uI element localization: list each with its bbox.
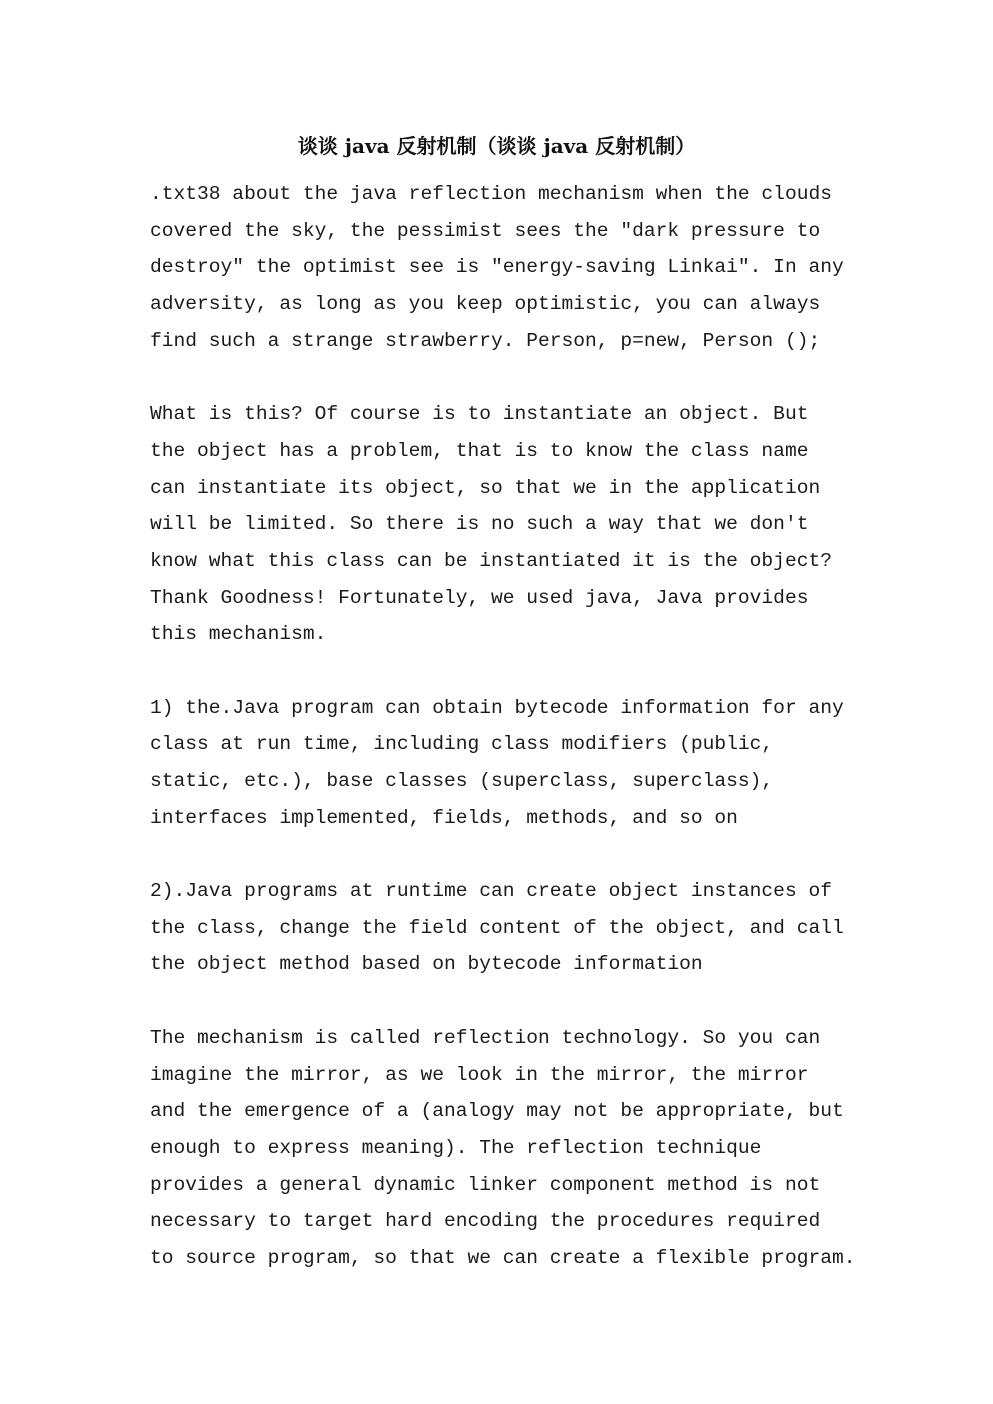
text-line: 1) the.Java program can obtain bytecode information for any bbox=[150, 696, 844, 719]
paragraph-1 bbox=[150, 176, 862, 359]
text-line: provides a general dynamic linker component method is not bbox=[150, 1173, 821, 1196]
text-line: find such a strange strawberry. Person, p=new, Person (); bbox=[150, 329, 821, 352]
paragraph-gap bbox=[150, 836, 862, 873]
text-line: enough to express meaning). The reflection technique bbox=[150, 1136, 762, 1159]
document-body bbox=[150, 176, 862, 1277]
text-line: this mechanism. bbox=[150, 623, 327, 646]
text-line: The mechanism is called reflection technology. So you can bbox=[150, 1026, 821, 1049]
paragraph-3 bbox=[150, 690, 862, 837]
text-line: Thank Goodness! Fortunately, we used java, Java provides bbox=[150, 586, 809, 609]
text-line: will be limited. So there is no such a way that we don't bbox=[150, 513, 809, 536]
text-line: necessary to target hard encoding the procedures required bbox=[150, 1210, 821, 1233]
text-line: the object has a problem, that is to know the class name bbox=[150, 439, 809, 462]
paragraph-gap bbox=[150, 653, 862, 690]
text-line: adversity, as long as you keep optimistic, you can always bbox=[150, 293, 821, 316]
paragraph-gap bbox=[150, 983, 862, 1020]
text-line: 2).Java programs at runtime can create object instances of bbox=[150, 880, 832, 903]
document-title: 谈谈 java 反射机制（谈谈 java 反射机制） bbox=[297, 134, 696, 158]
text-line: imagine the mirror, as we look in the mirror, the mirror bbox=[150, 1063, 809, 1086]
text-line: class at run time, including class modifiers (public, bbox=[150, 733, 774, 756]
text-line: What is this? Of course is to instantiate an object. But bbox=[150, 403, 809, 426]
text-line: and the emergence of a (analogy may not be appropriate, but bbox=[150, 1100, 844, 1123]
paragraph-2 bbox=[150, 396, 862, 653]
paragraph-4 bbox=[150, 873, 862, 983]
text-line: .txt38 about the java reflection mechanism when the clouds bbox=[150, 183, 832, 205]
text-line: covered the sky, the pessimist sees the "dark pressure to bbox=[150, 219, 821, 242]
paragraph-gap bbox=[150, 359, 862, 396]
text-line: interfaces implemented, fields, methods, and so on bbox=[150, 806, 738, 829]
paragraph-5 bbox=[150, 1020, 862, 1277]
text-line: static, etc.), base classes (superclass, superclass), bbox=[150, 770, 774, 792]
text-line: the class, change the field content of the object, and call bbox=[150, 916, 844, 939]
text-line: can instantiate its object, so that we in the application bbox=[150, 476, 821, 499]
text-line: the object method based on bytecode information bbox=[150, 953, 703, 976]
text-line: to source program, so that we can create a flexible program. bbox=[150, 1246, 856, 1269]
text-line: destroy" the optimist see is "energy-saving Linkai". In any bbox=[150, 256, 844, 279]
text-line: know what this class can be instantiated it is the object? bbox=[150, 549, 832, 572]
